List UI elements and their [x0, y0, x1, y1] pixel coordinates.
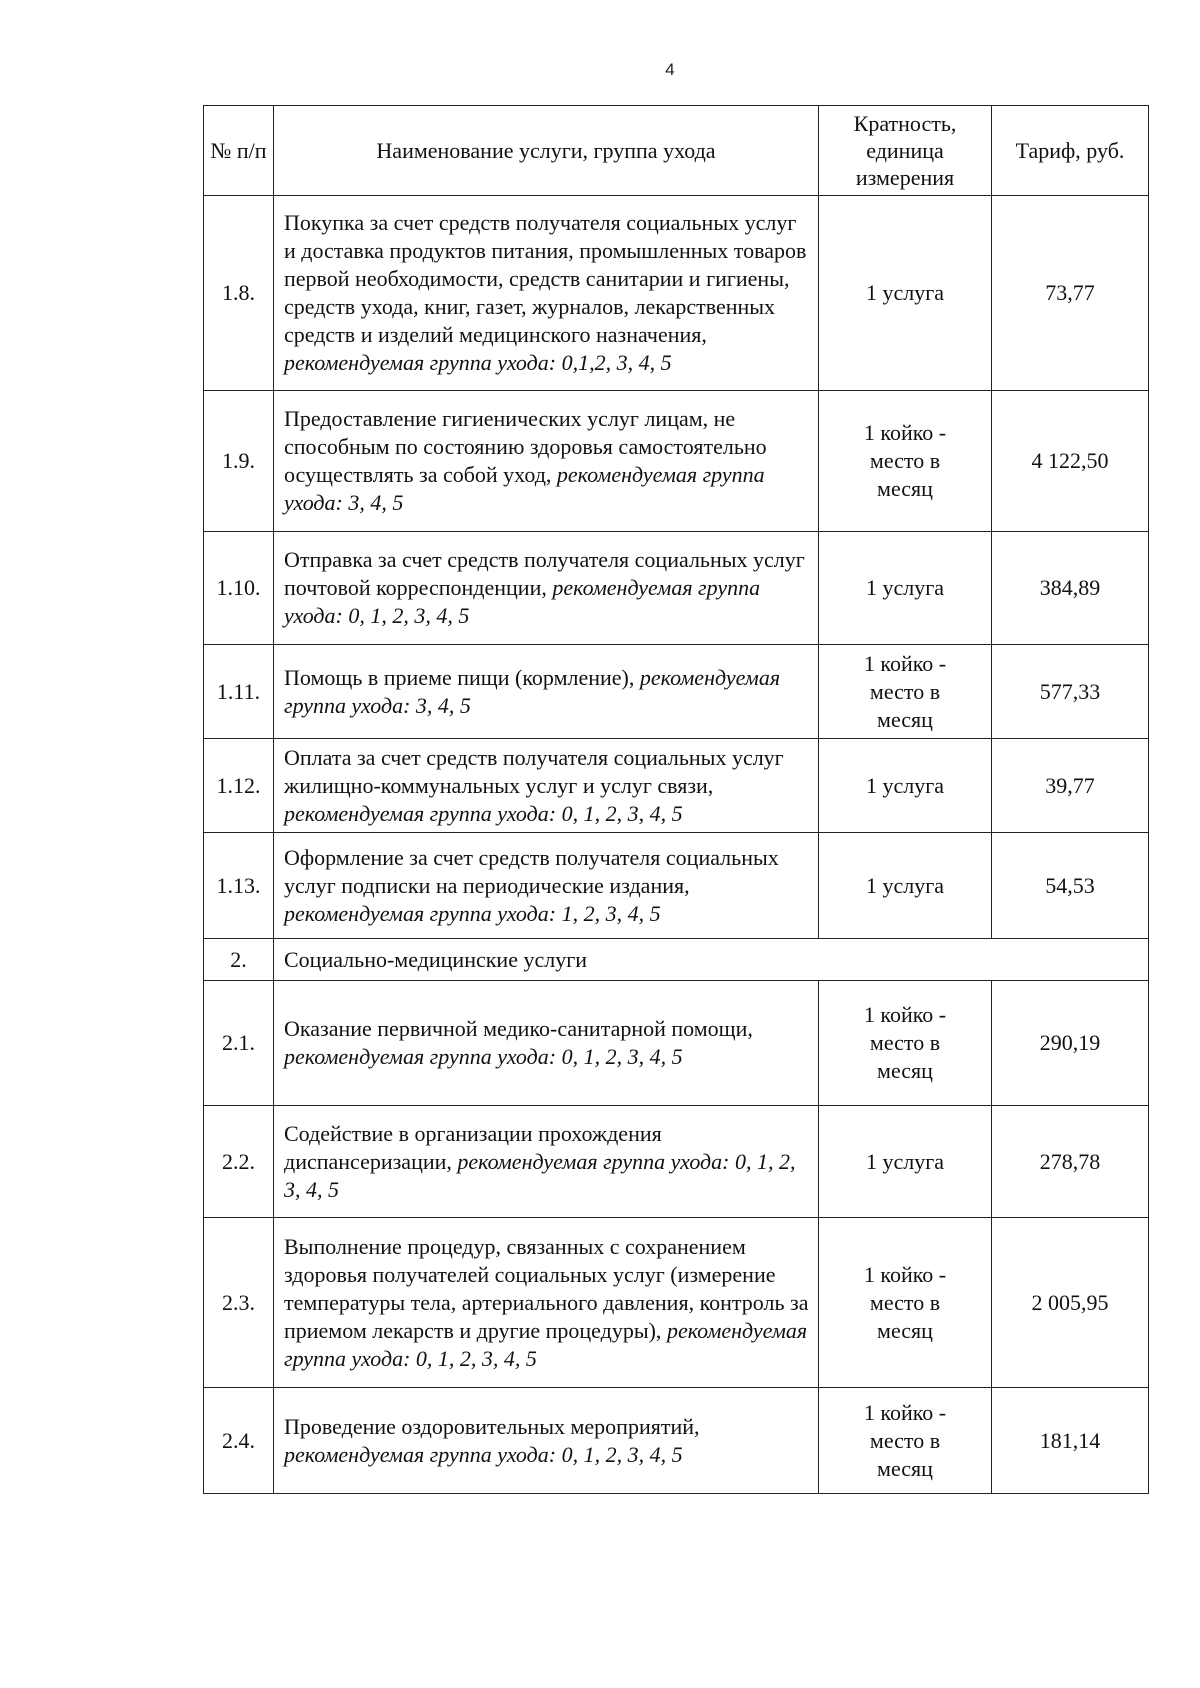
service-name: Выполнение процедур, связанных с сохранением здоровья получателей социальных услуг (измерение температуры тела, артериального давления, контроль за приемом лекарств и другие процедуры),	[284, 1233, 809, 1343]
section-title: Социально-медицинские услуги	[274, 939, 1149, 981]
care-group: рекомендуемая группа ухода: 3, 4, 5	[284, 664, 781, 718]
unit-of-measure: 1 койко - место в месяц	[819, 391, 992, 532]
unit-of-measure: 1 койко - место в месяц	[819, 1218, 992, 1388]
table-row	[204, 1388, 1149, 1494]
service-number: 1.9.	[204, 391, 274, 532]
care-group: рекомендуемая группа ухода: 0, 1, 2, 3, 4, 5	[284, 1441, 683, 1467]
header-num: № п/п	[204, 106, 274, 196]
service-name: Помощь в приеме пищи (кормление),	[284, 664, 635, 690]
care-group: рекомендуемая группа ухода: 3, 4, 5	[284, 462, 765, 515]
unit-of-measure: 1 услуга	[819, 833, 992, 939]
service-name: Оказание первичной медико-санитарной помощи,	[284, 1016, 753, 1041]
service-name: Содействие в организации прохождения диспансеризации,	[284, 1120, 662, 1174]
header-name: Наименование услуги, группа ухода	[274, 106, 819, 196]
service-name: Отправка за счет средств получателя социальных услуг почтовой корреспонденции,	[284, 547, 805, 600]
table-body	[204, 196, 1149, 1494]
unit-of-measure: 1 услуга	[819, 196, 992, 391]
table-row	[204, 1106, 1149, 1218]
service-name: Проведение оздоровительных мероприятий,	[284, 1413, 700, 1439]
service-name: Предоставление гигиенических услуг лицам, не способным по состоянию здоровья самостоятельно осуществлять за собой уход,	[284, 406, 767, 487]
service-name: Оформление за счет средств получателя социальных услуг подписки на периодические издания,	[284, 844, 779, 898]
table-row	[204, 1218, 1149, 1388]
table-row	[204, 391, 1149, 532]
header-row	[204, 106, 1149, 196]
care-group: рекомендуемая группа ухода: 0, 1, 2, 3, 4, 5	[284, 1044, 683, 1069]
unit-of-measure: 1 услуга	[819, 532, 992, 645]
table-row	[204, 645, 1149, 739]
care-group: рекомендуемая группа ухода: 1, 2, 3, 4, 5	[284, 900, 661, 926]
unit-of-measure: 1 койко - место в месяц	[819, 1388, 992, 1494]
tariff-value: 39,77	[992, 739, 1149, 833]
service-number: 1.11.	[204, 645, 274, 739]
tariff-value: 384,89	[992, 532, 1149, 645]
service-name-cell	[274, 1218, 819, 1388]
tariff-value: 73,77	[992, 196, 1149, 391]
service-number: 2.4.	[204, 1388, 274, 1494]
unit-of-measure: 1 койко - место в месяц	[819, 981, 992, 1106]
header-price: Тариф, руб.	[992, 106, 1149, 196]
unit-of-measure: 1 услуга	[819, 739, 992, 833]
care-group: рекомендуемая группа ухода: 0, 1, 2, 3, 4, 5	[284, 575, 761, 628]
tariff-value: 290,19	[992, 981, 1149, 1106]
table-row	[204, 833, 1149, 939]
service-name-cell	[274, 391, 819, 532]
table-row	[204, 981, 1149, 1106]
tariff-value: 4 122,50	[992, 391, 1149, 532]
care-group: рекомендуемая группа ухода: 0, 1, 2, 3, 4, 5	[284, 1317, 808, 1371]
table-row	[204, 532, 1149, 645]
service-number: 1.8.	[204, 196, 274, 391]
service-number: 2.2.	[204, 1106, 274, 1218]
tariff-value: 2 005,95	[992, 1218, 1149, 1388]
tariff-table	[203, 105, 1149, 1494]
table-row	[204, 739, 1149, 833]
care-group: рекомендуемая группа ухода: 0, 1, 2, 3, 4, 5	[284, 1148, 796, 1202]
service-name-cell	[274, 833, 819, 939]
tariff-value: 278,78	[992, 1106, 1149, 1218]
service-name: Покупка за счет средств получателя социальных услуг и доставка продуктов питания, промышленных товаров первой необходимости, средств санитарии и гигиены, средств ухода, книг, газет, журналов, лекарственных средств и изделий медицинского назначения,	[284, 210, 807, 347]
section-row	[204, 939, 1149, 981]
service-number: 1.10.	[204, 532, 274, 645]
section-number: 2.	[204, 939, 274, 981]
care-group: рекомендуемая группа ухода: 0,1,2, 3, 4, 5	[284, 350, 672, 375]
unit-of-measure: 1 койко - место в месяц	[819, 645, 992, 739]
service-number: 1.12.	[204, 739, 274, 833]
service-number: 2.1.	[204, 981, 274, 1106]
page-number: 4	[665, 60, 675, 79]
tariff-value: 181,14	[992, 1388, 1149, 1494]
service-name-cell	[274, 532, 819, 645]
tariff-value: 54,53	[992, 833, 1149, 939]
service-name-cell	[274, 645, 819, 739]
care-group: рекомендуемая группа ухода: 0, 1, 2, 3, 4, 5	[284, 800, 683, 826]
table-row	[204, 196, 1149, 391]
tariff-value: 577,33	[992, 645, 1149, 739]
service-name-cell	[274, 1106, 819, 1218]
service-name-cell	[274, 981, 819, 1106]
service-name-cell	[274, 739, 819, 833]
header-unit: Кратность, единица измерения	[819, 106, 992, 196]
unit-of-measure: 1 услуга	[819, 1106, 992, 1218]
service-name: Оплата за счет средств получателя социальных услуг жилищно-коммунальных услуг и услуг связи,	[284, 744, 784, 798]
service-number: 2.3.	[204, 1218, 274, 1388]
service-name-cell	[274, 196, 819, 391]
service-number: 1.13.	[204, 833, 274, 939]
service-name-cell	[274, 1388, 819, 1494]
